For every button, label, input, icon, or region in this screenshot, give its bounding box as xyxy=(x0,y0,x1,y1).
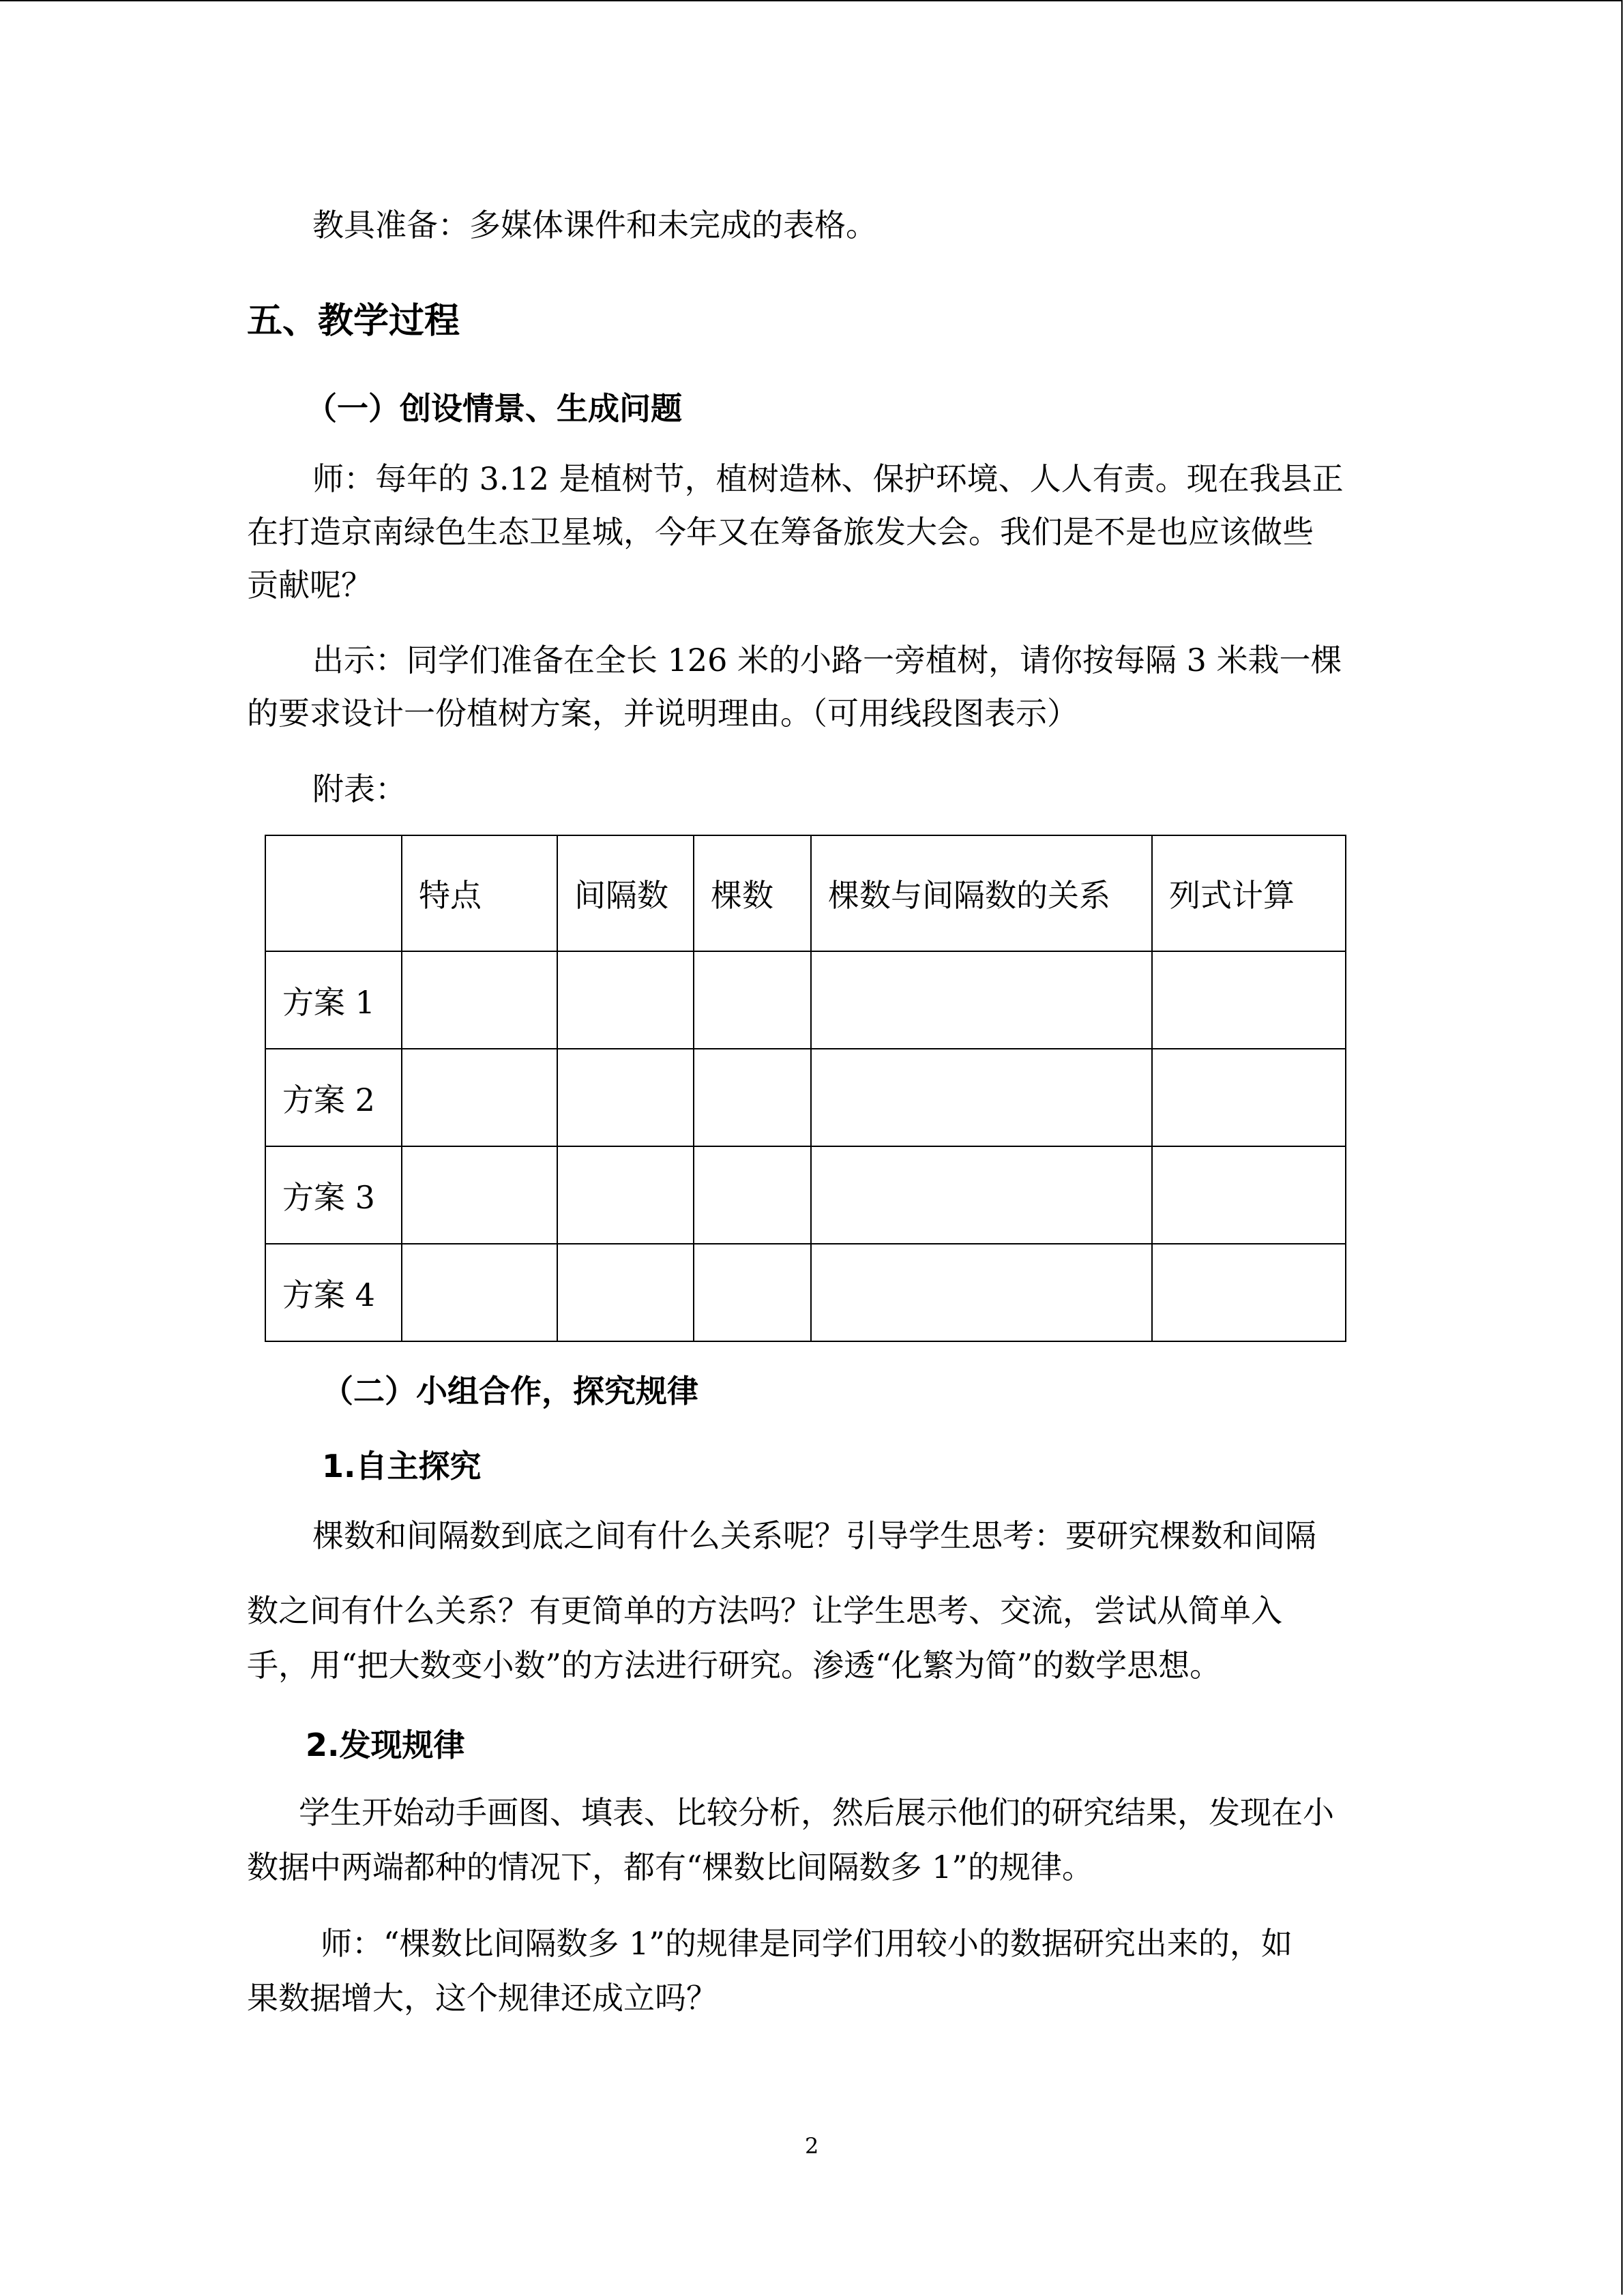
discovery-paragraph-line2: 数据中两端都种的情况下，都有“棵数比间隔数多 1”的规律。 xyxy=(247,1849,1093,1885)
table-header-row xyxy=(265,835,1346,951)
question-paragraph-line2: 果数据增大，这个规律还成立吗？ xyxy=(247,1980,718,2016)
empty-cell xyxy=(557,1049,694,1146)
table-row xyxy=(265,951,1346,1049)
empty-cell xyxy=(402,1049,557,1146)
empty-cell xyxy=(402,1146,557,1244)
tools-paragraph: 教具准备：多媒体课件和未完成的表格。 xyxy=(312,207,877,243)
table-header-cell: 特点 xyxy=(402,835,557,951)
discovery-paragraph-line1: 学生开始动手画图、填表、比较分析，然后展示他们的研究结果，发现在小 xyxy=(299,1794,1334,1831)
row-label: 方案 1 xyxy=(265,951,402,1049)
show-paragraph-line2: 的要求设计一份植树方案，并说明理由。（可用线段图表示） xyxy=(247,695,1078,732)
empty-cell xyxy=(811,1146,1152,1244)
empty-cell xyxy=(402,1244,557,1341)
empty-cell xyxy=(811,1244,1152,1341)
empty-cell xyxy=(402,951,557,1049)
inquiry-paragraph-line1: 棵数和间隔数到底之间有什么关系呢？引导学生思考：要研究棵数和间隔 xyxy=(312,1517,1316,1554)
show-paragraph-line1: 出示：同学们准备在全长 126 米的小路一旁植树，请你按每隔 3 米栽一棵 xyxy=(312,642,1342,679)
table-row xyxy=(265,1049,1346,1146)
empty-cell xyxy=(1152,1244,1346,1341)
row-label: 方案 4 xyxy=(265,1244,402,1341)
empty-cell xyxy=(1152,1146,1346,1244)
table-header-cell: 间隔数 xyxy=(557,835,694,951)
empty-cell xyxy=(694,1146,811,1244)
table-header-cell: 棵数与间隔数的关系 xyxy=(811,835,1152,951)
page-number: 2 xyxy=(805,2133,819,2159)
subsection-2-title: 2.发现规律 xyxy=(306,1727,465,1763)
table-header-cell xyxy=(265,835,402,951)
empty-cell xyxy=(694,951,811,1049)
part2-title: （二）小组合作，探究规律 xyxy=(322,1373,698,1410)
row-label: 方案 2 xyxy=(265,1049,402,1146)
inquiry-paragraph-line3: 手，用“把大数变小数”的方法进行研究。渗透“化繁为简”的数学思想。 xyxy=(247,1647,1222,1684)
table-header-cell: 列式计算 xyxy=(1152,835,1346,951)
empty-cell xyxy=(557,1146,694,1244)
part1-title: （一）创设情景、生成问题 xyxy=(306,390,682,427)
empty-cell xyxy=(694,1049,811,1146)
table-row xyxy=(265,1244,1346,1341)
teacher-paragraph-line1: 师：每年的 3.12 是植树节，植树造林、保护环境、人人有责。现在我县正 xyxy=(312,460,1344,497)
teacher-paragraph-line2: 在打造京南绿色生态卫星城，今年又在筹备旅发大会。我们是不是也应该做些 xyxy=(247,513,1314,550)
question-paragraph-line1: 师：“棵数比间隔数多 1”的规律是同学们用较小的数据研究出来的，如 xyxy=(321,1925,1293,1962)
teacher-paragraph-line3: 贡献呢？ xyxy=(247,567,372,603)
appendix-label: 附表： xyxy=(312,771,407,807)
empty-cell xyxy=(557,1244,694,1341)
empty-cell xyxy=(694,1244,811,1341)
subsection-1-title: 1.自主探究 xyxy=(322,1448,482,1485)
row-label: 方案 3 xyxy=(265,1146,402,1244)
inquiry-paragraph-line2: 数之间有什么关系？有更简单的方法吗？让学生思考、交流，尝试从简单入 xyxy=(247,1592,1282,1629)
section-title: 五、教学过程 xyxy=(247,301,460,342)
empty-cell xyxy=(811,951,1152,1049)
table-row xyxy=(265,1146,1346,1244)
empty-cell xyxy=(1152,951,1346,1049)
empty-cell xyxy=(811,1049,1152,1146)
plan-table xyxy=(265,835,1346,1342)
empty-cell xyxy=(1152,1049,1346,1146)
empty-cell xyxy=(557,951,694,1049)
table-header-cell: 棵数 xyxy=(694,835,811,951)
